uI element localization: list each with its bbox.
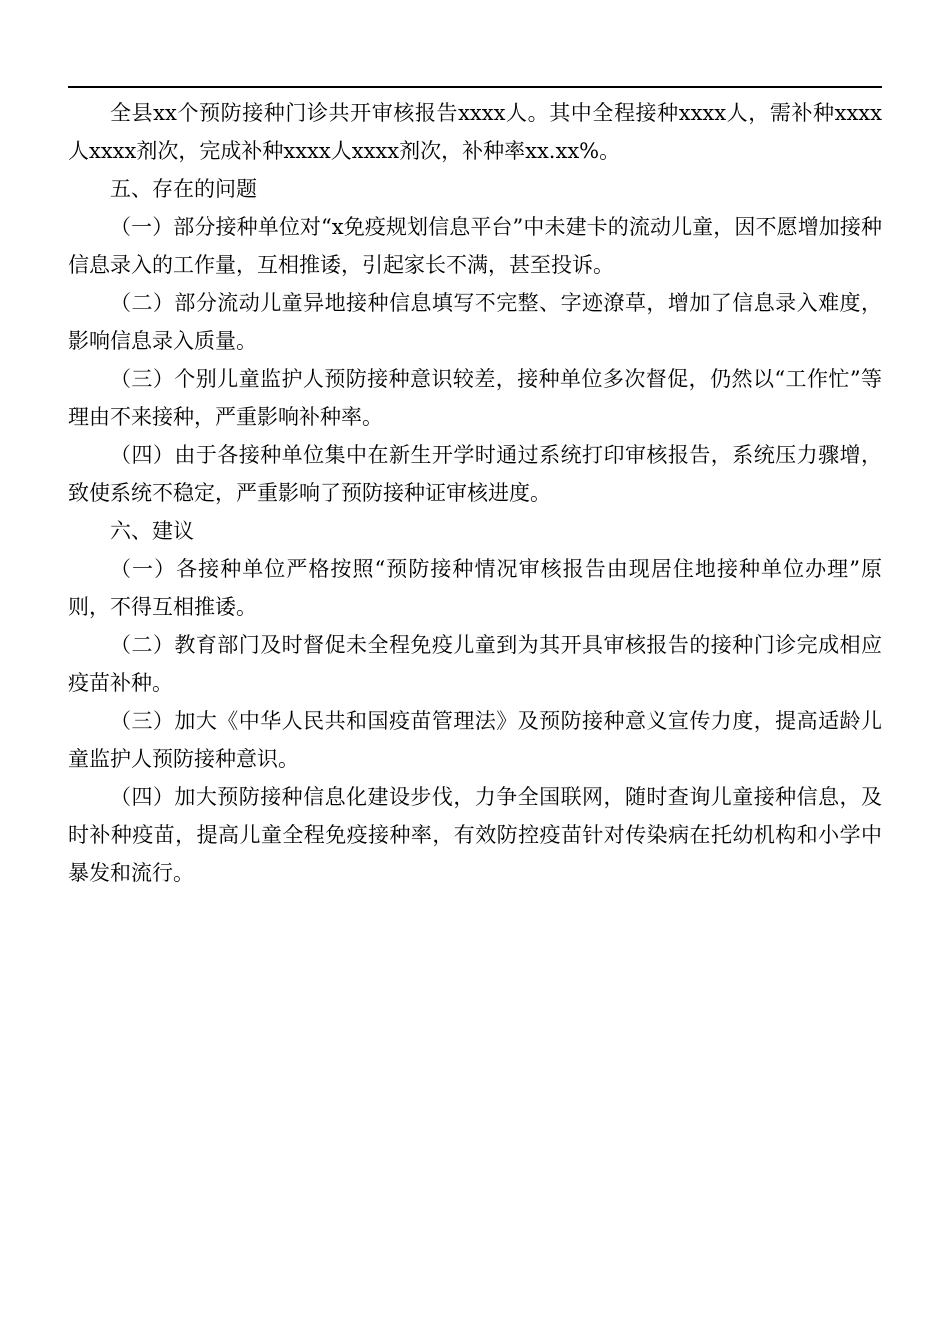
paragraph-suggestion-2: （二）教育部门及时督促未全程免疫儿童到为其开具审核报告的接种门诊完成相应疫苗补种。: [68, 633, 882, 695]
paragraph-problem-1: （一）部分接种单位对“x免疫规划信息平台”中未建卡的流动儿童，因不愿增加接种信息录入的工作量，互相推诿，引起家长不满，甚至投诉。: [68, 215, 882, 277]
header-rule: [68, 86, 882, 88]
document-page: [68, 86, 882, 892]
paragraph-problem-2: （二）部分流动儿童异地接种信息填写不完整、字迹潦草，增加了信息录入难度，影响信息录入质量。: [68, 291, 882, 353]
paragraph-summary: 全县xx个预防接种门诊共开审核报告xxxx人。其中全程接种xxxx人，需补种xxxx人xxxx剂次，完成补种xxxx人xxxx剂次，补种率xx.xx%。: [68, 101, 882, 163]
paragraph-suggestion-4: （四）加大预防接种信息化建设步伐，力争全国联网，随时查询儿童接种信息，及时补种疫苗，提高儿童全程免疫接种率，有效防控疫苗针对传染病在托幼机构和小学中暴发和流行。: [68, 785, 882, 885]
paragraph-problem-3: （三）个别儿童监护人预防接种意识较差，接种单位多次督促，仍然以“工作忙”等理由不来接种，严重影响补种率。: [68, 367, 882, 429]
paragraph-suggestion-1: （一）各接种单位严格按照“预防接种情况审核报告由现居住地接种单位办理”原则，不得互相推诿。: [68, 557, 882, 619]
paragraph-suggestion-3: （三）加大《中华人民共和国疫苗管理法》及预防接种意义宣传力度，提高适龄儿童监护人预防接种意识。: [68, 709, 882, 771]
paragraph-problem-4: （四）由于各接种单位集中在新生开学时通过系统打印审核报告，系统压力骤增，致使系统不稳定，严重影响了预防接种证审核进度。: [68, 443, 882, 505]
section-heading-problems: 五、存在的问题: [110, 177, 257, 201]
section-heading-suggestions: 六、建议: [110, 519, 194, 543]
